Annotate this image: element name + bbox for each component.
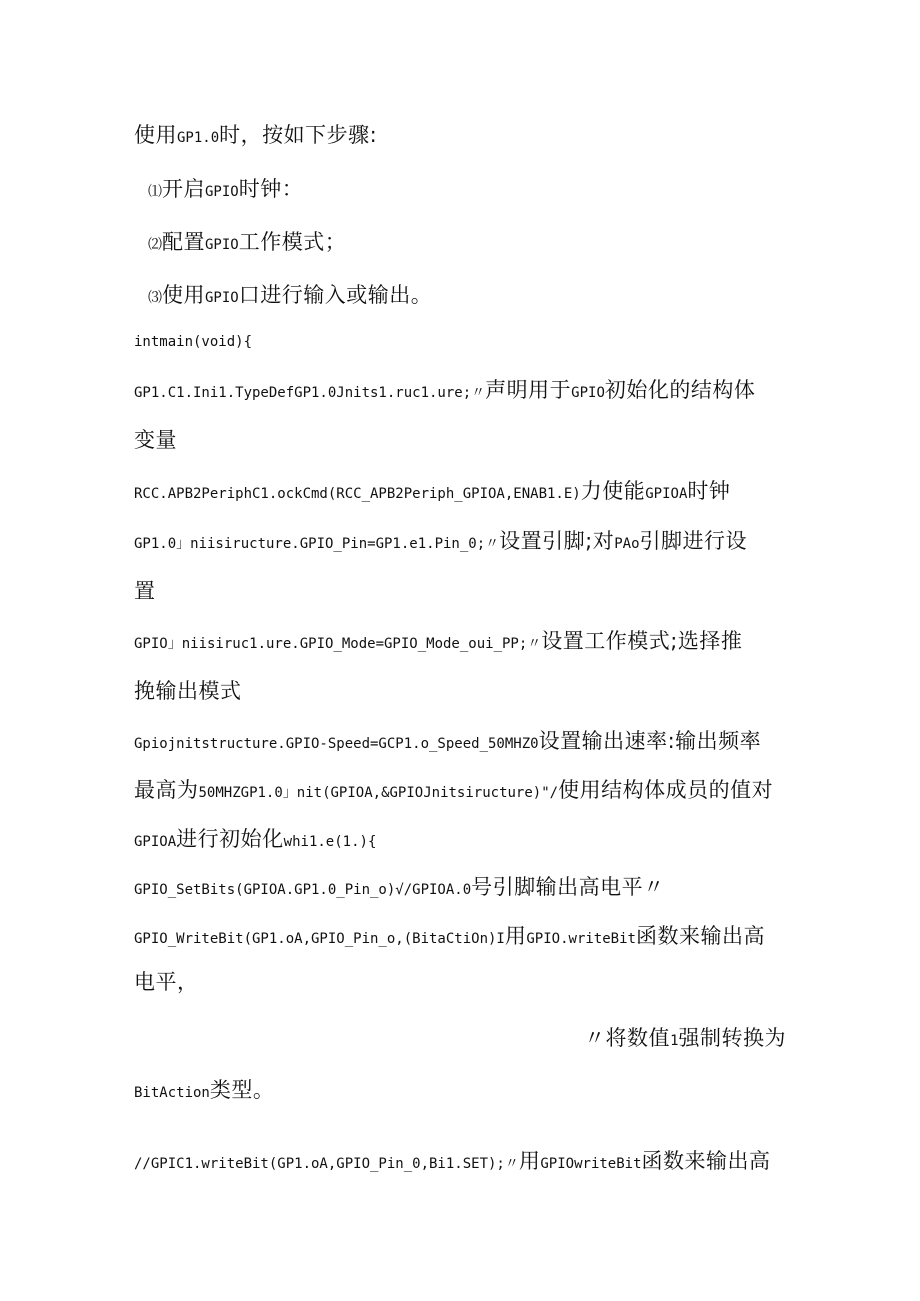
code-line-7 <box>134 627 742 658</box>
comment-text: 函数来输出高 <box>641 1149 771 1173</box>
code-text: GPIO <box>571 385 605 401</box>
code-text: 1 <box>670 1033 679 1049</box>
comment-text: 用 <box>518 1149 541 1173</box>
code-line-4 <box>134 477 730 508</box>
text: 时，按如下步骤: <box>219 123 378 147</box>
intro-lead <box>134 121 377 152</box>
code-text: GPIO」niisiruc1.ure.GPIO_Mode=GPIO_Mode_oui_PP;〃 <box>134 636 542 652</box>
code-line-14: 电平， <box>134 970 199 994</box>
comment-text: 最高为 <box>134 778 199 802</box>
code-text: PAo <box>614 536 640 552</box>
code-text: GP1.0 <box>177 130 220 146</box>
code-line-8: 挽输出模式 <box>134 679 242 703</box>
code-line-1: intmain(void){ <box>134 334 253 350</box>
comment-text: 设置输出速率:输出频率 <box>538 729 762 753</box>
code-text: Gpiojnitstructure.GPIO-Speed=GCP1.o_Speed_50MHZ0 <box>134 736 539 752</box>
comment-text: 函数来输出高 <box>635 924 765 948</box>
code-text: GPIO_WriteBit(GP1.oA,GPIO_Pin_o,(BitaCtiOn)I <box>134 931 505 947</box>
code-text: whi1.e(1.){ <box>283 834 377 850</box>
code-line-9 <box>134 727 761 758</box>
comment-text: 进行初始化 <box>176 827 284 851</box>
comment-text: 〃将数值 <box>584 1026 671 1050</box>
code-line-5 <box>134 527 747 558</box>
text: 使用 <box>162 283 205 307</box>
code-line-12 <box>134 873 665 904</box>
comment-text: 设置引脚;对 <box>499 529 615 553</box>
code-text: GP1.C1.Ini1.TypeDefGP1.0Jnits1.ruc1.ure;〃 <box>134 385 486 401</box>
comment-text: 号引脚输出高电平〃 <box>471 875 665 899</box>
code-line-6: 置 <box>134 579 156 603</box>
code-line-16 <box>134 1076 274 1107</box>
code-text: 50MHZGP1.0」nit(GPIOA,&GPIOJnitsiructure)"/ <box>198 785 559 801</box>
comment-text: 使用结构体成员的值对 <box>558 778 774 802</box>
code-text: GPIO <box>205 184 239 200</box>
text: 工作模式； <box>238 230 347 254</box>
code-text: GPIOA <box>134 834 177 850</box>
step-number: ⑶ <box>148 290 162 306</box>
comment-text: 用 <box>504 924 527 948</box>
code-line-13 <box>134 922 765 953</box>
text: 时钟： <box>238 177 304 201</box>
comment-text: 力使能 <box>580 479 646 503</box>
code-text: GPIOwriteBit <box>540 1156 642 1172</box>
code-text: //GPIC1.writeBit(GP1.oA,GPIO_Pin_0,Bi1.SET);〃 <box>134 1156 519 1172</box>
code-line-10 <box>134 776 773 807</box>
text: 开启 <box>162 177 205 201</box>
comment-text: 引脚进行设 <box>639 529 748 553</box>
comment-text: 声明用于 <box>485 378 572 402</box>
comment-text: 类型。 <box>209 1078 275 1102</box>
comment-text: 设置工作模式;选择推 <box>541 629 743 653</box>
code-line-15 <box>584 1024 786 1055</box>
code-text: GPIO_SetBits(GPIOA.GP1.0_Pin_o)√/GPIOA.0 <box>134 882 472 898</box>
step-number: ⑴ <box>148 184 162 200</box>
code-text: BitAction <box>134 1085 210 1101</box>
code-text: GPIO.writeBit <box>526 931 636 947</box>
code-text: RCC.APB2PeriphC1.ockCmd(RCC_APB2Periph_GPIOA,ENAB1.E) <box>134 486 581 502</box>
comment-text: 初始化的结构体 <box>604 378 756 402</box>
text: 使用 <box>134 123 177 147</box>
code-line-17 <box>134 1147 771 1178</box>
comment-text: 强制转换为 <box>678 1026 786 1050</box>
code-line-11 <box>134 825 376 856</box>
code-line-2 <box>134 376 755 407</box>
comment-text: 时钟 <box>687 479 731 503</box>
code-text: GPIOA <box>645 486 688 502</box>
step-3 <box>148 281 432 312</box>
code-text: GPIO <box>205 290 239 306</box>
step-1 <box>148 175 303 206</box>
text: 口进行输入或输出。 <box>238 283 433 307</box>
step-2 <box>148 228 346 259</box>
code-text: GPIO <box>205 237 239 253</box>
text: 配置 <box>162 230 205 254</box>
step-number: ⑵ <box>148 237 162 253</box>
code-line-3: 变量 <box>134 428 177 452</box>
code-text: GP1.0」niisiructure.GPIO_Pin=GP1.e1.Pin_0;〃 <box>134 536 500 552</box>
